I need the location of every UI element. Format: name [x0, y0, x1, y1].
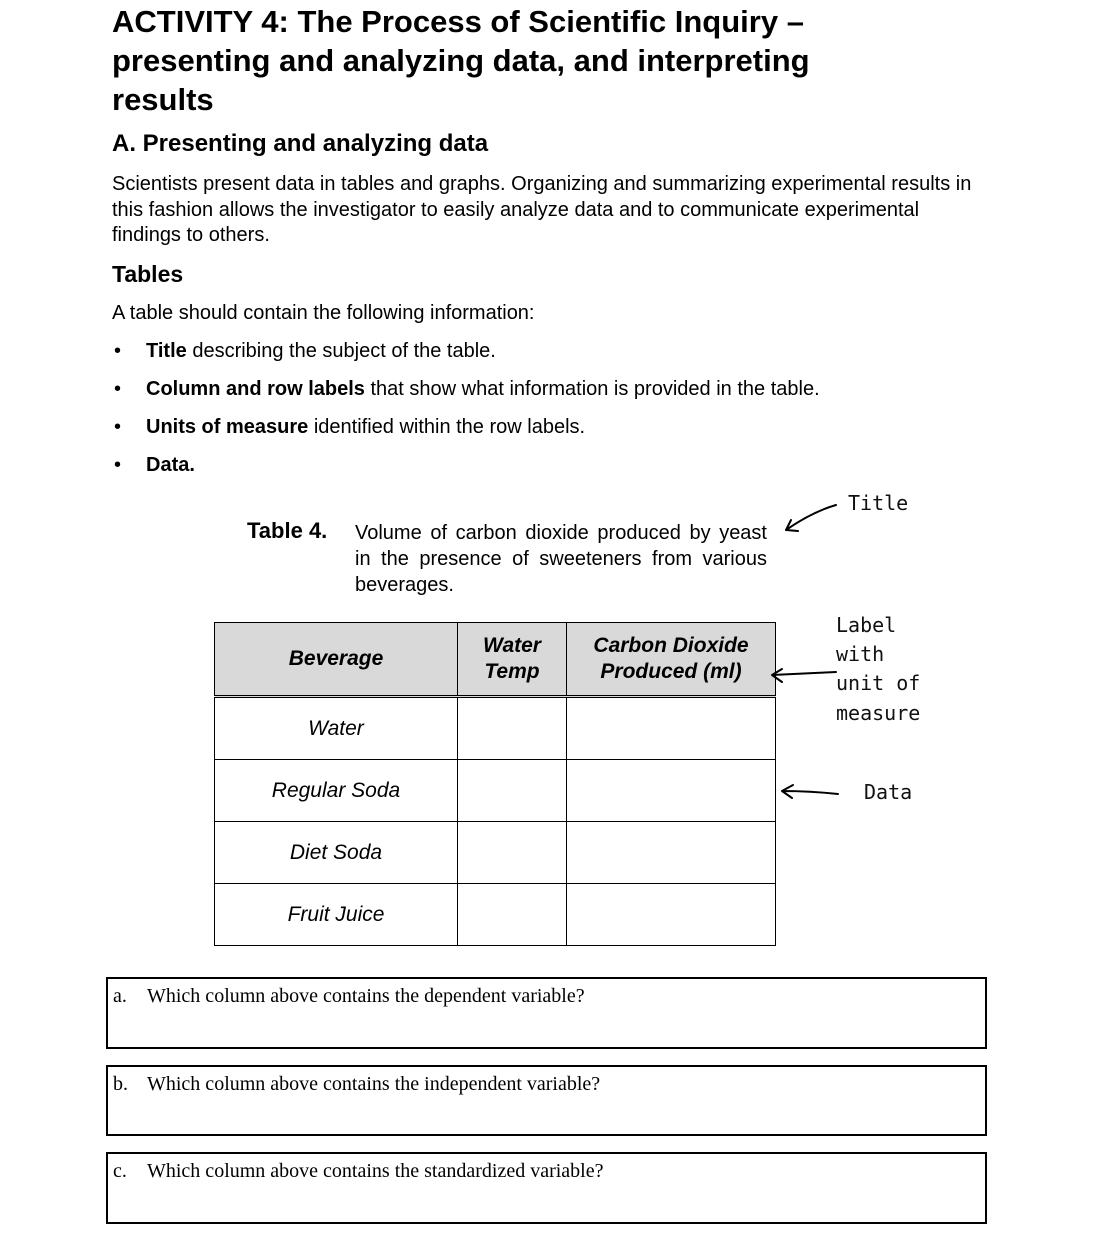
- bullet-icon: •: [114, 340, 122, 362]
- label-arrow-icon: [772, 669, 836, 682]
- bullet-icon: •: [114, 378, 122, 400]
- annotation-label-line: Label: [836, 613, 897, 637]
- table-row: [215, 884, 776, 946]
- table-cell: [567, 697, 776, 760]
- data-arrow-icon: [782, 785, 838, 798]
- bullet-bold: Title: [146, 340, 187, 362]
- table-caption-label: Table 4.: [247, 518, 328, 543]
- list-item: [112, 376, 992, 414]
- table-cell: [458, 697, 567, 760]
- bullet-bold: Data.: [146, 454, 195, 476]
- table-cell: [567, 884, 776, 946]
- table-cell: Diet Soda: [215, 822, 458, 884]
- table-row: [215, 697, 776, 760]
- question-letter: c.: [113, 1160, 127, 1182]
- table-cell: Water: [215, 697, 458, 760]
- activity-title: ACTIVITY 4: The Process of Scientific Inquiry – presenting and analyzing data, and interpreting results: [112, 4, 810, 117]
- requirements-list: [112, 338, 992, 490]
- bullet-bold: Column and row labels: [146, 378, 365, 400]
- annotation-title: Title: [848, 491, 909, 515]
- question-box[interactable]: [106, 1065, 987, 1136]
- question-text: Which column above contains the standardized variable?: [147, 1160, 604, 1182]
- table-cell: [458, 884, 567, 946]
- question-box[interactable]: [106, 977, 987, 1049]
- column-header: Beverage: [215, 623, 458, 697]
- question-box[interactable]: [106, 1152, 987, 1224]
- table-cell: Fruit Juice: [215, 884, 458, 946]
- data-table: [214, 622, 776, 946]
- annotation-label-line: measure: [836, 701, 921, 725]
- annotation-label-line: with: [836, 642, 885, 666]
- table-header-row: [215, 623, 776, 697]
- bullet-bold: Units of measure: [146, 416, 309, 438]
- table-cell: Regular Soda: [215, 760, 458, 822]
- bullet-icon: •: [114, 454, 122, 476]
- list-item: [112, 414, 992, 452]
- table-cell: [458, 822, 567, 884]
- bullet-icon: •: [114, 416, 122, 438]
- table-cell: [458, 760, 567, 822]
- question-letter: a.: [113, 985, 127, 1007]
- bullet-text: identified within the row labels.: [308, 416, 586, 438]
- bullet-text: that show what information is provided in the table.: [364, 378, 820, 400]
- question-letter: b.: [113, 1073, 128, 1095]
- table-row: [215, 760, 776, 822]
- title-arrow-icon: [786, 505, 836, 531]
- table-row: [215, 822, 776, 884]
- bullet-text: describing the subject of the table.: [186, 340, 496, 362]
- table-cell: [567, 822, 776, 884]
- column-header: Carbon Dioxide Produced (ml): [567, 623, 776, 697]
- column-header: Water Temp: [458, 623, 567, 697]
- question-text: Which column above contains the independent variable?: [147, 1073, 601, 1095]
- section-heading: A. Presenting and analyzing data: [112, 130, 489, 157]
- table-caption-text: Volume of carbon dioxide produced by yeast in the presence of sweeteners from various beverages.: [355, 522, 767, 596]
- list-item: [112, 452, 992, 490]
- list-item: [112, 338, 992, 376]
- intro-paragraph: Scientists present data in tables and graphs. Organizing and summarizing experimental results in this fashion allows the investigator to easily analyze data and to communicate experimental findings to others.: [112, 173, 972, 246]
- question-text: Which column above contains the dependent variable?: [147, 985, 585, 1007]
- tables-subheading: Tables: [112, 261, 184, 287]
- table-cell: [567, 760, 776, 822]
- annotation-label-line: unit of: [836, 671, 921, 695]
- annotation-data: Data: [864, 780, 913, 804]
- lead-sentence: A table should contain the following information:: [112, 302, 535, 324]
